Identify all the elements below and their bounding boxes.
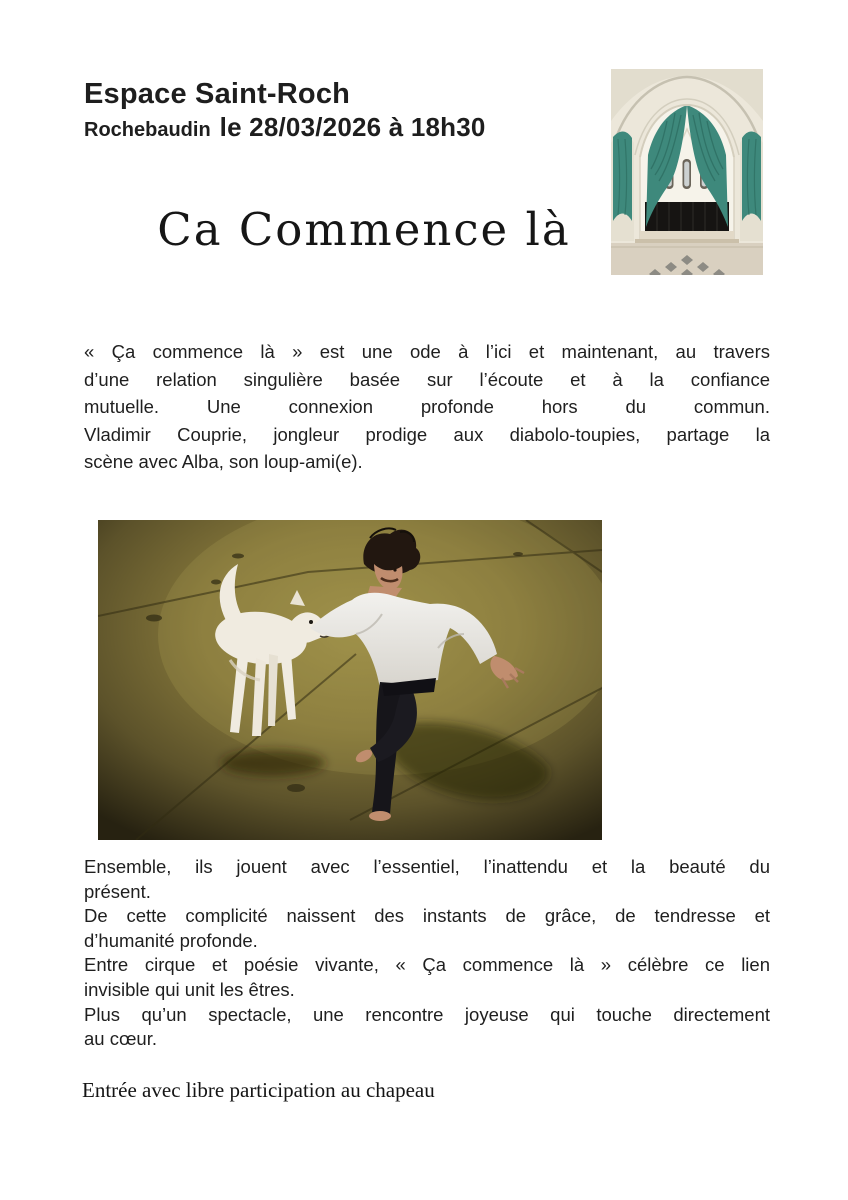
admission-note: Entrée avec libre participation au chapeau xyxy=(82,1078,435,1102)
text-line: d’une relation singulière basée sur l’écoute et à la confiance xyxy=(84,368,770,390)
text-line: mutuelle. Une connexion profonde hors du commun. xyxy=(84,396,770,417)
performance-photo xyxy=(98,520,602,840)
text-line: De cette complicité naissent des instants de grâce, de tendresse et xyxy=(84,905,770,927)
description-paragraph xyxy=(84,855,770,1052)
performance-illustration xyxy=(98,520,602,840)
text-line: présent. xyxy=(84,880,151,902)
text-line: d’humanité profonde. xyxy=(84,929,258,951)
text-line: au cœur. xyxy=(84,1028,157,1050)
venue-name: Espace Saint-Roch xyxy=(84,78,351,110)
text-line: invisible qui unit les êtres. xyxy=(84,978,295,1000)
event-header xyxy=(84,78,486,143)
text-line: Plus qu’un spectacle, une rencontre joyeuse qui touche directement xyxy=(84,1003,770,1025)
intro-paragraph xyxy=(84,338,770,476)
text-line: « Ça commence là » est une ode à l’ici et maintenant, au travers xyxy=(84,341,770,362)
text-line: scène avec Alba, son loup-ami(e). xyxy=(84,451,363,472)
event-datetime: le 28/03/2026 à 18h30 xyxy=(219,112,486,142)
event-location: Rochebaudin xyxy=(84,119,211,141)
text-line: Ensemble, ils jouent avec l’essentiel, l’inattendu et la beauté du xyxy=(84,856,770,877)
show-title: Ca Commence là xyxy=(157,203,571,256)
event-dateline xyxy=(84,112,486,143)
text-line: Vladimir Couprie, jongleur prodige aux diabolo-toupies, partage la xyxy=(84,423,770,445)
text-line: Entre cirque et poésie vivante, « Ça commence là » célèbre ce lien xyxy=(84,954,770,976)
